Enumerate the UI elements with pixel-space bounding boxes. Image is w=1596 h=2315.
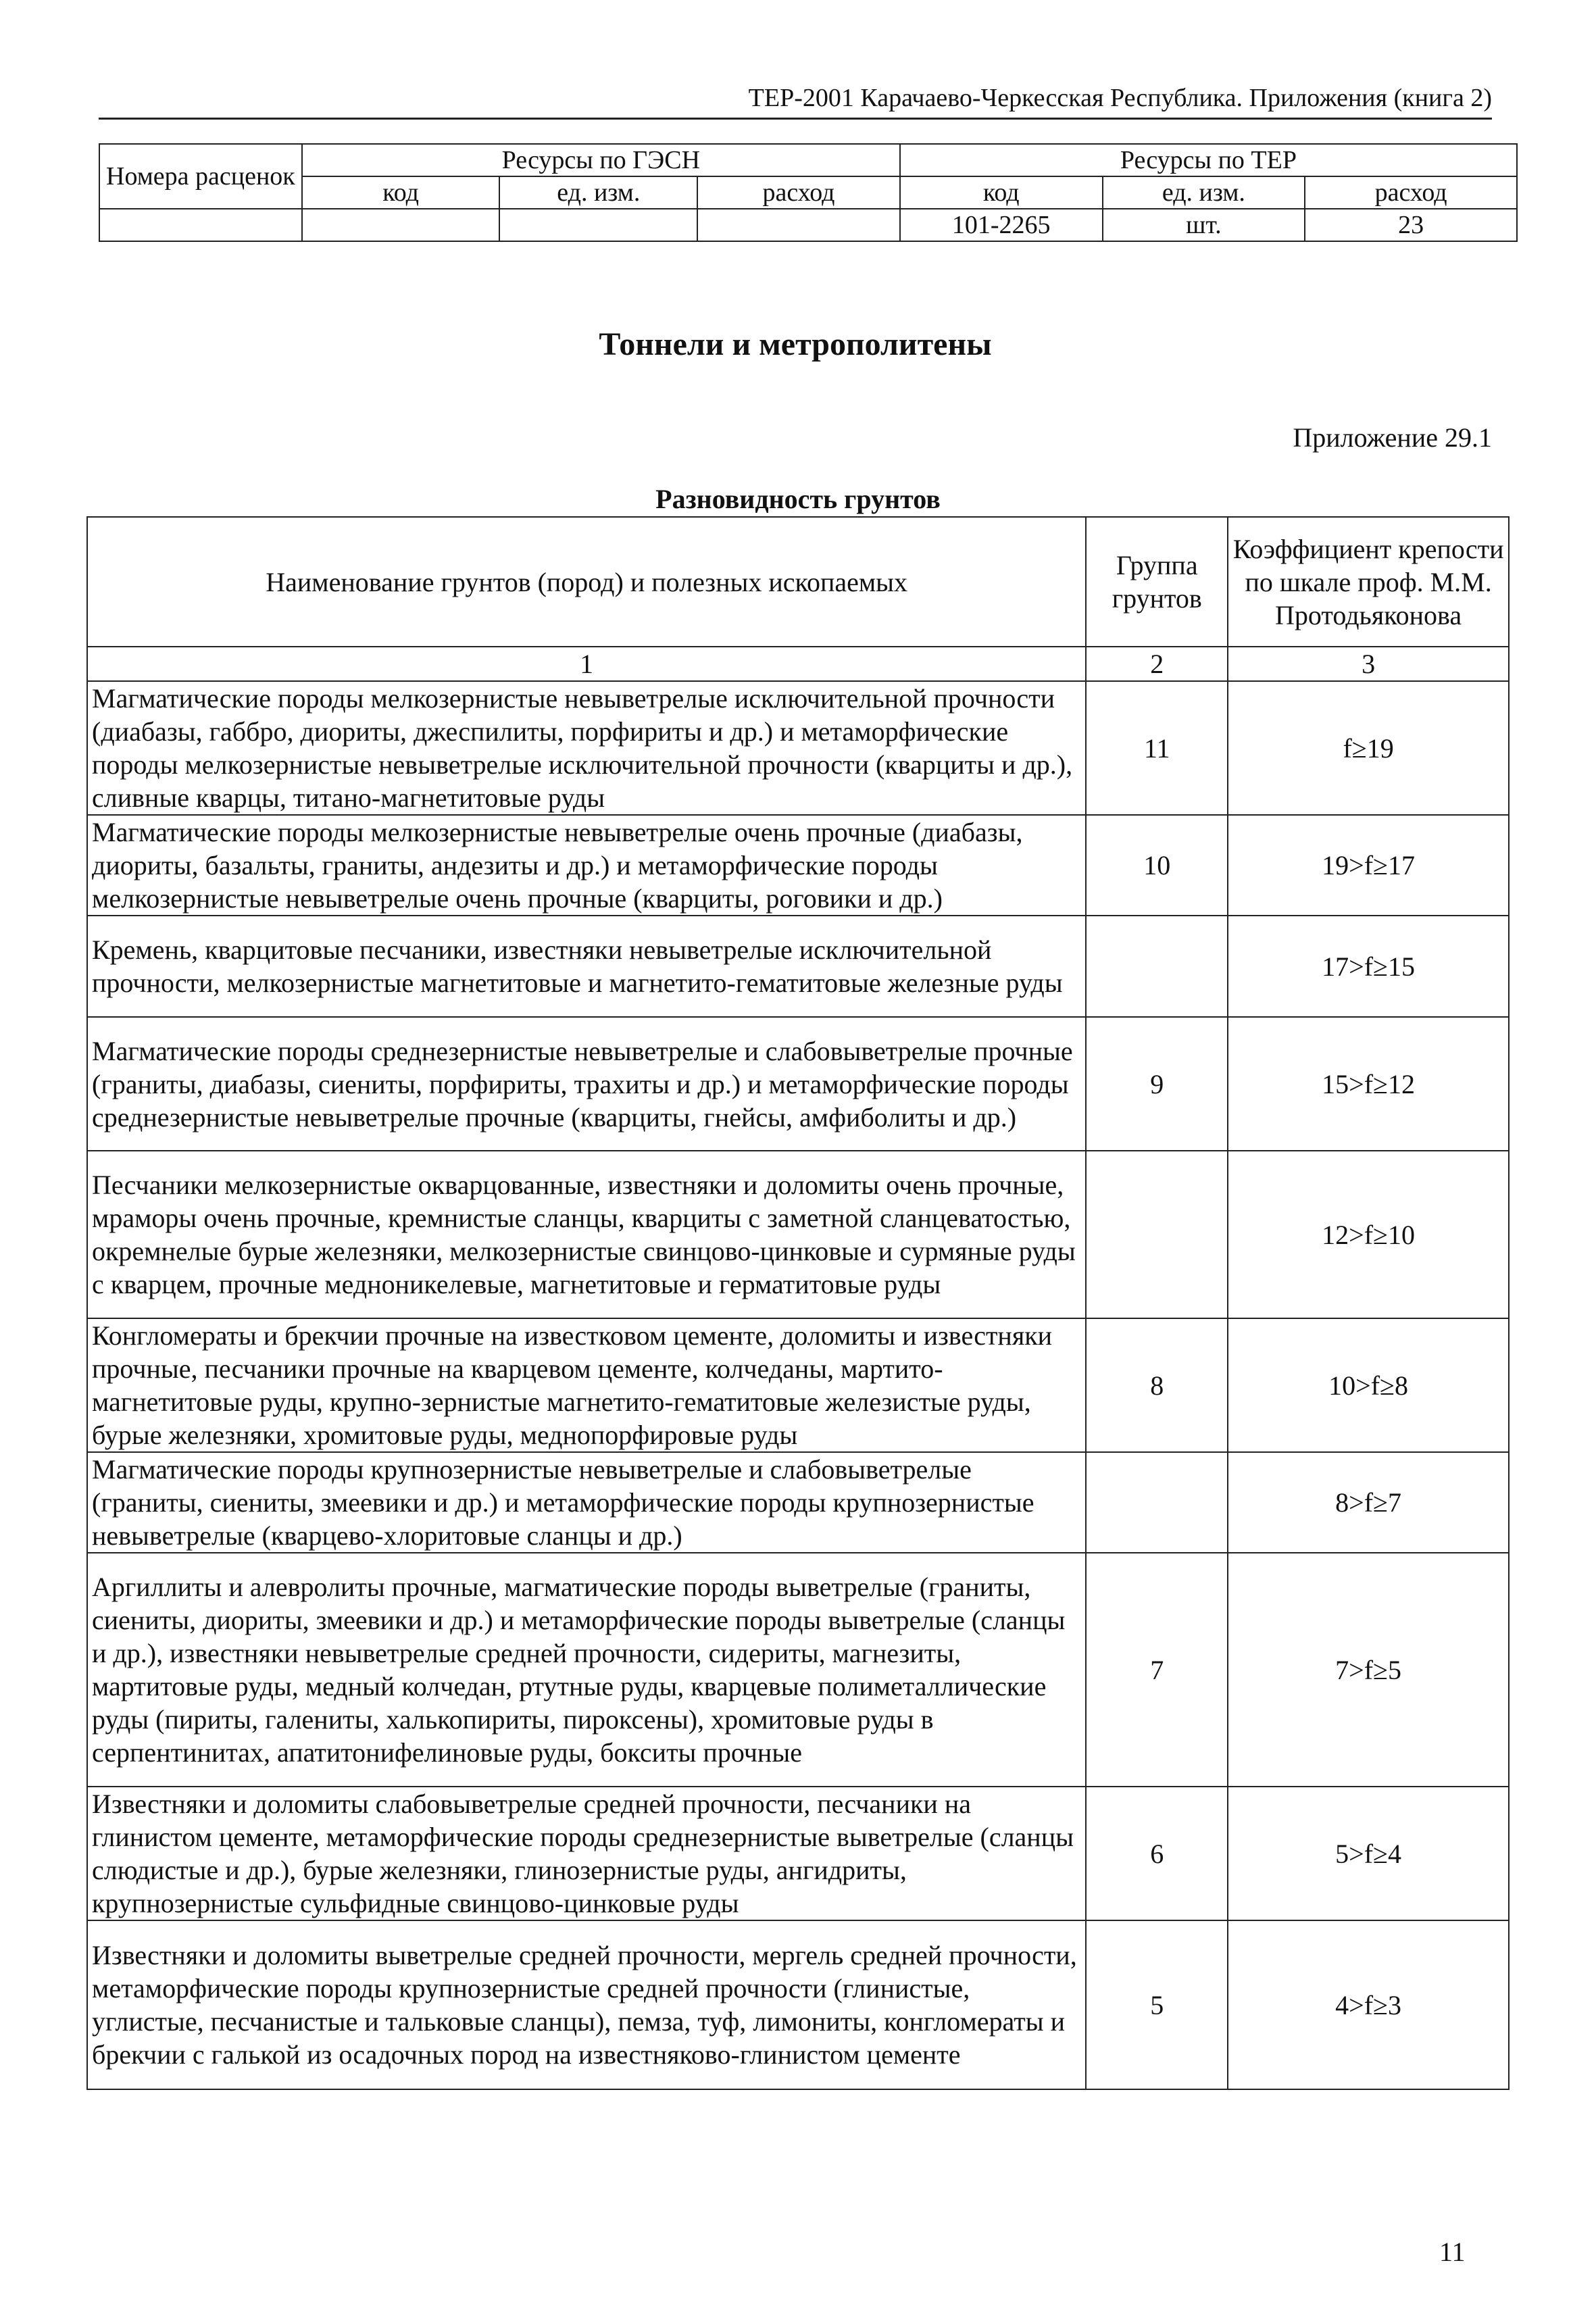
ter-amount-header: расход	[1305, 176, 1517, 209]
soil-name: Песчаники мелкозернистые окварцованные, известняки и доломиты очень прочные, мраморы очень прочные, кремнистые сланцы, кварциты с заметной сланцеватостью, окремнелые бурые железняки, мелкозернистые свинцово-цинковые и сурмяные руды с кварцем, прочные медноникелевые, магнетитовые и герматитовые руды	[87, 1151, 1086, 1318]
cell-gesn-unit	[499, 209, 697, 241]
table-row	[87, 681, 1509, 815]
cell-gesn-code	[302, 209, 500, 241]
table-row	[87, 916, 1509, 1017]
table-title: Разновидность грунтов	[655, 484, 941, 514]
soil-group	[1086, 1151, 1228, 1318]
soil-group	[1086, 916, 1228, 1017]
gesn-amount-header: расход	[697, 176, 900, 209]
soil-coef: 4>f≥3	[1228, 1920, 1509, 2089]
table-row	[87, 1452, 1509, 1553]
document-header: ТЕР-2001 Карачаево-Черкесская Республика. Приложения (книга 2)	[748, 84, 1492, 112]
table-row	[99, 209, 1517, 241]
header-number-1: 1	[87, 647, 1086, 681]
header-name: Наименование грунтов (пород) и полезных ископаемых	[87, 517, 1086, 647]
gesn-unit-header: ед. изм.	[499, 176, 697, 209]
soil-types-table	[86, 516, 1510, 2090]
soil-name: Магматические породы крупнозернистые невыветрелые и слабовыветрелые (граниты, сиениты, змеевики и др.) и метаморфические породы крупнозернистые невыветрелые (кварцево-хлоритовые сланцы и др.)	[87, 1452, 1086, 1553]
header-number-3: 3	[1228, 647, 1509, 681]
ter-group-header: Ресурсы по ТЕР	[900, 144, 1517, 176]
ter-unit-header: ед. изм.	[1103, 176, 1305, 209]
table-row	[87, 1318, 1509, 1452]
soil-coef: 7>f≥5	[1228, 1553, 1509, 1787]
section-title: Тоннели и метрополитены	[599, 326, 992, 362]
soil-name: Магматические породы мелкозернистые невыветрелые исключительной прочности (диабазы, габбро, диориты, джеспилиты, порфириты и др.) и метаморфические породы мелкозернистые невыветрелые исключительной прочности (кварциты и др.), сливные кварцы, титано-магнетитовые руды	[87, 681, 1086, 815]
soil-name: Магматические породы мелкозернистые невыветрелые очень прочные (диабазы, диориты, базальты, граниты, андезиты и др.) и метаморфические породы мелкозернистые невыветрелые очень прочные (кварциты, роговики и др.)	[87, 815, 1086, 916]
soil-name: Магматические породы среднезернистые невыветрелые и слабовыветрелые прочные (граниты, диабазы, сиениты, порфириты, трахиты и др.) и метаморфические породы среднезернистые невыветрелые прочные (кварциты, гнейсы, амфиболиты и др.)	[87, 1017, 1086, 1151]
resources-table	[99, 143, 1518, 242]
soil-coef: f≥19	[1228, 681, 1509, 815]
soil-group: 8	[1086, 1318, 1228, 1452]
table-row	[87, 1920, 1509, 2089]
soil-name: Кремень, кварцитовые песчаники, известняки невыветрелые исключительной прочности, мелкозернистые магнетитовые и магнетито-гематитовые железные руды	[87, 916, 1086, 1017]
soil-group: 5	[1086, 1920, 1228, 2089]
page-number: 11	[1439, 2237, 1466, 2267]
ter-code-header: код	[900, 176, 1103, 209]
col-numbers-header: Номера расценок	[99, 144, 302, 209]
cell-numbers	[99, 209, 302, 241]
header-group: Группа грунтов	[1086, 517, 1228, 647]
soil-group	[1086, 1452, 1228, 1553]
gesn-code-header: код	[302, 176, 500, 209]
table-row	[87, 815, 1509, 916]
soil-group: 6	[1086, 1787, 1228, 1920]
soil-coef: 17>f≥15	[1228, 916, 1509, 1017]
soil-coef: 12>f≥10	[1228, 1151, 1509, 1318]
header-number-2: 2	[1086, 647, 1228, 681]
cell-ter-amount: 23	[1305, 209, 1517, 241]
table-row	[87, 1787, 1509, 1920]
header-divider	[99, 118, 1492, 120]
soil-group: 10	[1086, 815, 1228, 916]
soil-coef: 5>f≥4	[1228, 1787, 1509, 1920]
soil-name: Известняки и доломиты слабовыветрелые средней прочности, песчаники на глинистом цементе, метаморфические породы среднезернистые выветрелые (сланцы слюдистые и др.), бурые железняки, глинозернистые руды, ангидриты, крупнозернистые сульфидные свинцово-цинковые руды	[87, 1787, 1086, 1920]
soil-name: Известняки и доломиты выветрелые средней прочности, мергель средней прочности, метаморфические породы крупнозернистые средней прочности (глинистые, углистые, песчанистые и тальковые сланцы), пемза, туф, лимониты, конгломераты и брекчии с галькой из осадочных пород на известняково-глинистом цементе	[87, 1920, 1086, 2089]
soil-coef: 15>f≥12	[1228, 1017, 1509, 1151]
soil-name: Конгломераты и брекчии прочные на известковом цементе, доломиты и известняки прочные, песчаники прочные на кварцевом цементе, колчеданы, мартито-магнетитовые руды, крупно-зернистые магнетито-гематитовые железистые руды, бурые железняки, хромитовые руды, меднопорфировые руды	[87, 1318, 1086, 1452]
table-row	[87, 1553, 1509, 1787]
soil-group: 11	[1086, 681, 1228, 815]
cell-ter-unit: шт.	[1103, 209, 1305, 241]
soil-coef: 10>f≥8	[1228, 1318, 1509, 1452]
soil-name: Аргиллиты и алевролиты прочные, магматические породы выветрелые (граниты, сиениты, диориты, змеевики и др.) и метаморфические породы выветрелые (сланцы и др.), известняки невыветрелые средней прочности, сидериты, магнезиты, мартитовые руды, медный колчедан, ртутные руды, кварцевые полиметаллические руды (пириты, галениты, халькопириты, пироксены), хромитовые руды в серпентинитах, апатитонифелиновые руды, бокситы прочные	[87, 1553, 1086, 1787]
soil-group: 9	[1086, 1017, 1228, 1151]
table-row	[87, 1151, 1509, 1318]
soil-coef: 8>f≥7	[1228, 1452, 1509, 1553]
cell-gesn-amount	[697, 209, 900, 241]
gesn-group-header: Ресурсы по ГЭСН	[302, 144, 900, 176]
cell-ter-code: 101-2265	[900, 209, 1103, 241]
appendix-label: Приложение 29.1	[1293, 422, 1492, 453]
header-coef: Коэффициент крепости по шкале проф. М.М. Протодьяконова	[1228, 517, 1509, 647]
soil-group: 7	[1086, 1553, 1228, 1787]
table-row	[87, 1017, 1509, 1151]
soil-coef: 19>f≥17	[1228, 815, 1509, 916]
